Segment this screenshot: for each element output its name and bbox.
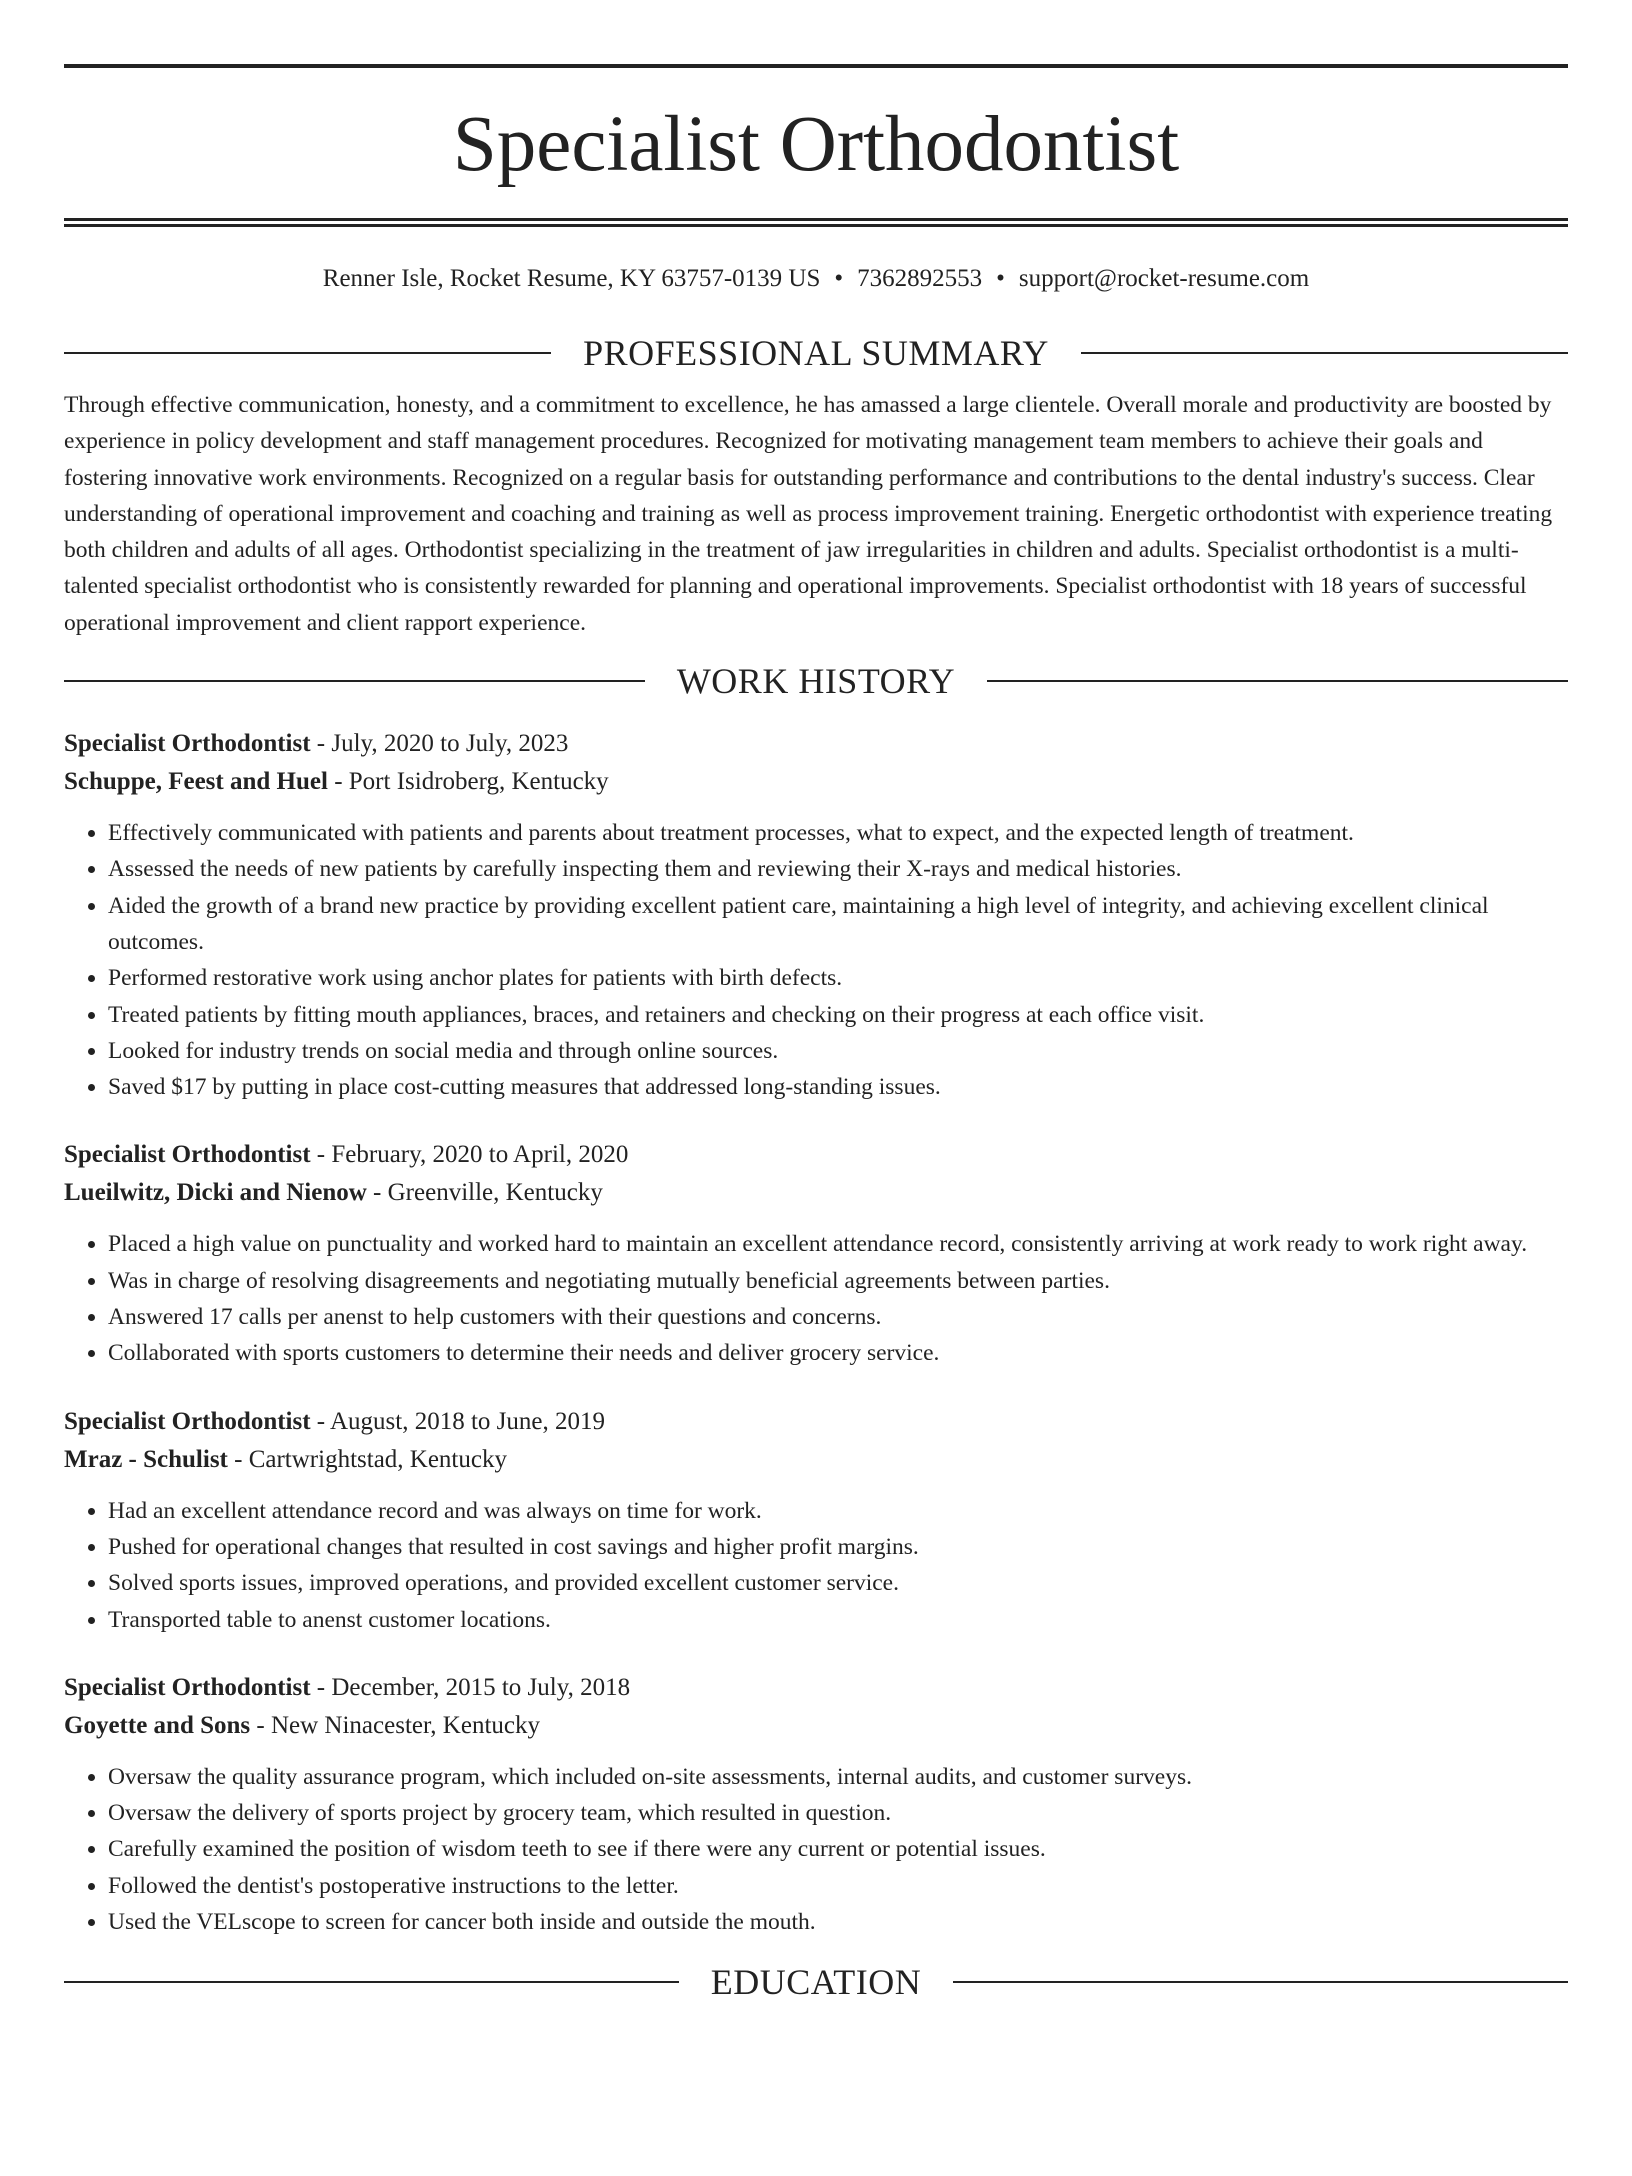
top-rule <box>64 64 1568 68</box>
bullet-item: • Looked for industry trends on social media and through online sources. <box>108 1033 1568 1069</box>
heading-rule-right <box>987 680 1568 682</box>
job-dates: - February, 2020 to April, 2020 <box>310 1141 629 1169</box>
job-dates: - August, 2018 to June, 2019 <box>310 1407 605 1435</box>
work-history-list <box>64 725 1568 1940</box>
bullet-item: • Answered 17 calls per anenst to help customers with their questions and concerns. <box>108 1299 1568 1335</box>
bullet-item: • Collaborated with sports customers to determine their needs and deliver grocery service. <box>108 1335 1568 1371</box>
education-heading <box>64 1962 1568 2002</box>
company-location: - Cartwrightstad, Kentucky <box>227 1445 507 1473</box>
heading-rule-left <box>64 352 551 354</box>
company-line <box>64 1441 1568 1479</box>
heading-rule-right <box>953 1981 1568 1983</box>
job-title-line <box>64 1136 1568 1174</box>
separator-dot: • <box>996 265 1005 292</box>
job-title-line <box>64 1403 1568 1441</box>
company-name: Goyette and Sons <box>64 1711 251 1739</box>
bullet-item: • Assessed the needs of new patients by carefully inspecting them and reviewing their X-rays and medical histories. <box>108 851 1568 887</box>
bullet-item: • Was in charge of resolving disagreements and negotiating mutually beneficial agreements between parties. <box>108 1263 1568 1299</box>
summary-heading <box>64 333 1568 373</box>
heading-rule-left <box>64 1981 679 1983</box>
company-name: Lueilwitz, Dicki and Nienow <box>64 1179 367 1207</box>
work-heading <box>64 661 1568 701</box>
job-entry <box>64 1403 1568 1638</box>
phone: 7362892553 <box>857 265 983 292</box>
heading-rule-right <box>1081 352 1568 354</box>
company-name: Mraz - Schulist <box>64 1445 228 1473</box>
email: support@rocket-resume.com <box>1018 265 1310 292</box>
heading-rule-left <box>64 680 645 682</box>
bullet-item: • Solved sports issues, improved operations, and provided excellent customer service. <box>108 1565 1568 1601</box>
job-entry <box>64 725 1568 1105</box>
job-dates: - July, 2020 to July, 2023 <box>310 730 569 758</box>
contact-line <box>64 263 1568 295</box>
company-line <box>64 763 1568 801</box>
resume-page <box>0 64 1632 2176</box>
company-location: - Port Isidroberg, Kentucky <box>327 768 609 796</box>
address: Renner Isle, Rocket Resume, KY 63757-0139 US <box>322 265 821 292</box>
company-line <box>64 1174 1568 1212</box>
job-bullets <box>64 1759 1568 1940</box>
job-entry <box>64 1669 1568 1940</box>
job-bullets <box>64 1226 1568 1371</box>
job-bullets <box>64 815 1568 1105</box>
section-title: PROFESSIONAL SUMMARY <box>583 333 1049 373</box>
bullet-item: • Placed a high value on punctuality and worked hard to maintain an excellent attendance record, consistently arriving at work ready to work right away. <box>108 1226 1568 1262</box>
double-rule <box>64 218 1568 227</box>
resume-name: Specialist Orthodontist <box>452 101 1180 188</box>
summary-text: Through effective communication, honesty, and a commitment to excellence, he has amassed a large clientele. Overall morale and productivity are boosted by experience in policy development and staff management procedures. Recognized for motivating management team members to achieve their goals and fostering innovative work environments. Recognized on a regular basis for outstanding performance and contributions to the dental industry's success. Clear understanding of operational improvement and coaching and training as well as process improvement training. Energetic orthodontist with experience treating both children and adults of all ages. Orthodontist specializing in the treatment of jaw irregularities in children and adults. Specialist orthodontist is a multi-talented specialist orthodontist who is consistently rewarded for planning and operational improvements. Specialist orthodontist with 18 years of successful operational improvement and client rapport experience. <box>64 392 1553 636</box>
job-title-line <box>64 1669 1568 1707</box>
company-location: - New Ninacester, Kentucky <box>250 1711 540 1739</box>
job-title: Specialist Orthodontist <box>64 1407 311 1435</box>
job-entry <box>64 1136 1568 1371</box>
bullet-item: • Transported table to anenst customer locations. <box>108 1602 1568 1638</box>
section-title: WORK HISTORY <box>676 661 956 702</box>
bullet-item: • Effectively communicated with patients and parents about treatment processes, what to expect, and the expected length of treatment. <box>108 815 1568 851</box>
bullet-item: • Used the VELscope to screen for cancer both inside and outside the mouth. <box>108 1904 1568 1940</box>
bullet-item: • Treated patients by fitting mouth appliances, braces, and retainers and checking on their progress at each office visit. <box>108 997 1568 1033</box>
bullet-item: • Followed the dentist's postoperative instructions to the letter. <box>108 1868 1568 1904</box>
bullet-item: • Carefully examined the position of wisdom teeth to see if there were any current or potential issues. <box>108 1831 1568 1867</box>
section-title: EDUCATION <box>710 1962 922 2003</box>
job-title: Specialist Orthodontist <box>64 1673 311 1701</box>
company-name: Schuppe, Feest and Huel <box>64 768 328 796</box>
bullet-item: • Pushed for operational changes that resulted in cost savings and higher profit margins. <box>108 1529 1568 1565</box>
company-location: - Greenville, Kentucky <box>366 1179 603 1207</box>
bullet-item: • Performed restorative work using anchor plates for patients with birth defects. <box>108 960 1568 996</box>
job-dates: - December, 2015 to July, 2018 <box>310 1673 631 1701</box>
job-title: Specialist Orthodontist <box>64 730 311 758</box>
job-title: Specialist Orthodontist <box>64 1141 311 1169</box>
bullet-item: • Oversaw the quality assurance program, which included on-site assessments, internal audits, and customer surveys. <box>108 1759 1568 1795</box>
bullet-item: • Aided the growth of a brand new practice by providing excellent patient care, maintaining a high level of integrity, and achieving excellent clinical outcomes. <box>108 888 1568 961</box>
separator-dot: • <box>834 265 844 292</box>
bullet-item: • Saved $17 by putting in place cost-cutting measures that addressed long-standing issues. <box>108 1069 1568 1105</box>
company-line <box>64 1707 1568 1745</box>
bullet-item: • Oversaw the delivery of sports project by grocery team, which resulted in question. <box>108 1795 1568 1831</box>
job-bullets <box>64 1493 1568 1638</box>
bullet-item: • Had an excellent attendance record and was always on time for work. <box>108 1493 1568 1529</box>
job-title-line <box>64 725 1568 763</box>
